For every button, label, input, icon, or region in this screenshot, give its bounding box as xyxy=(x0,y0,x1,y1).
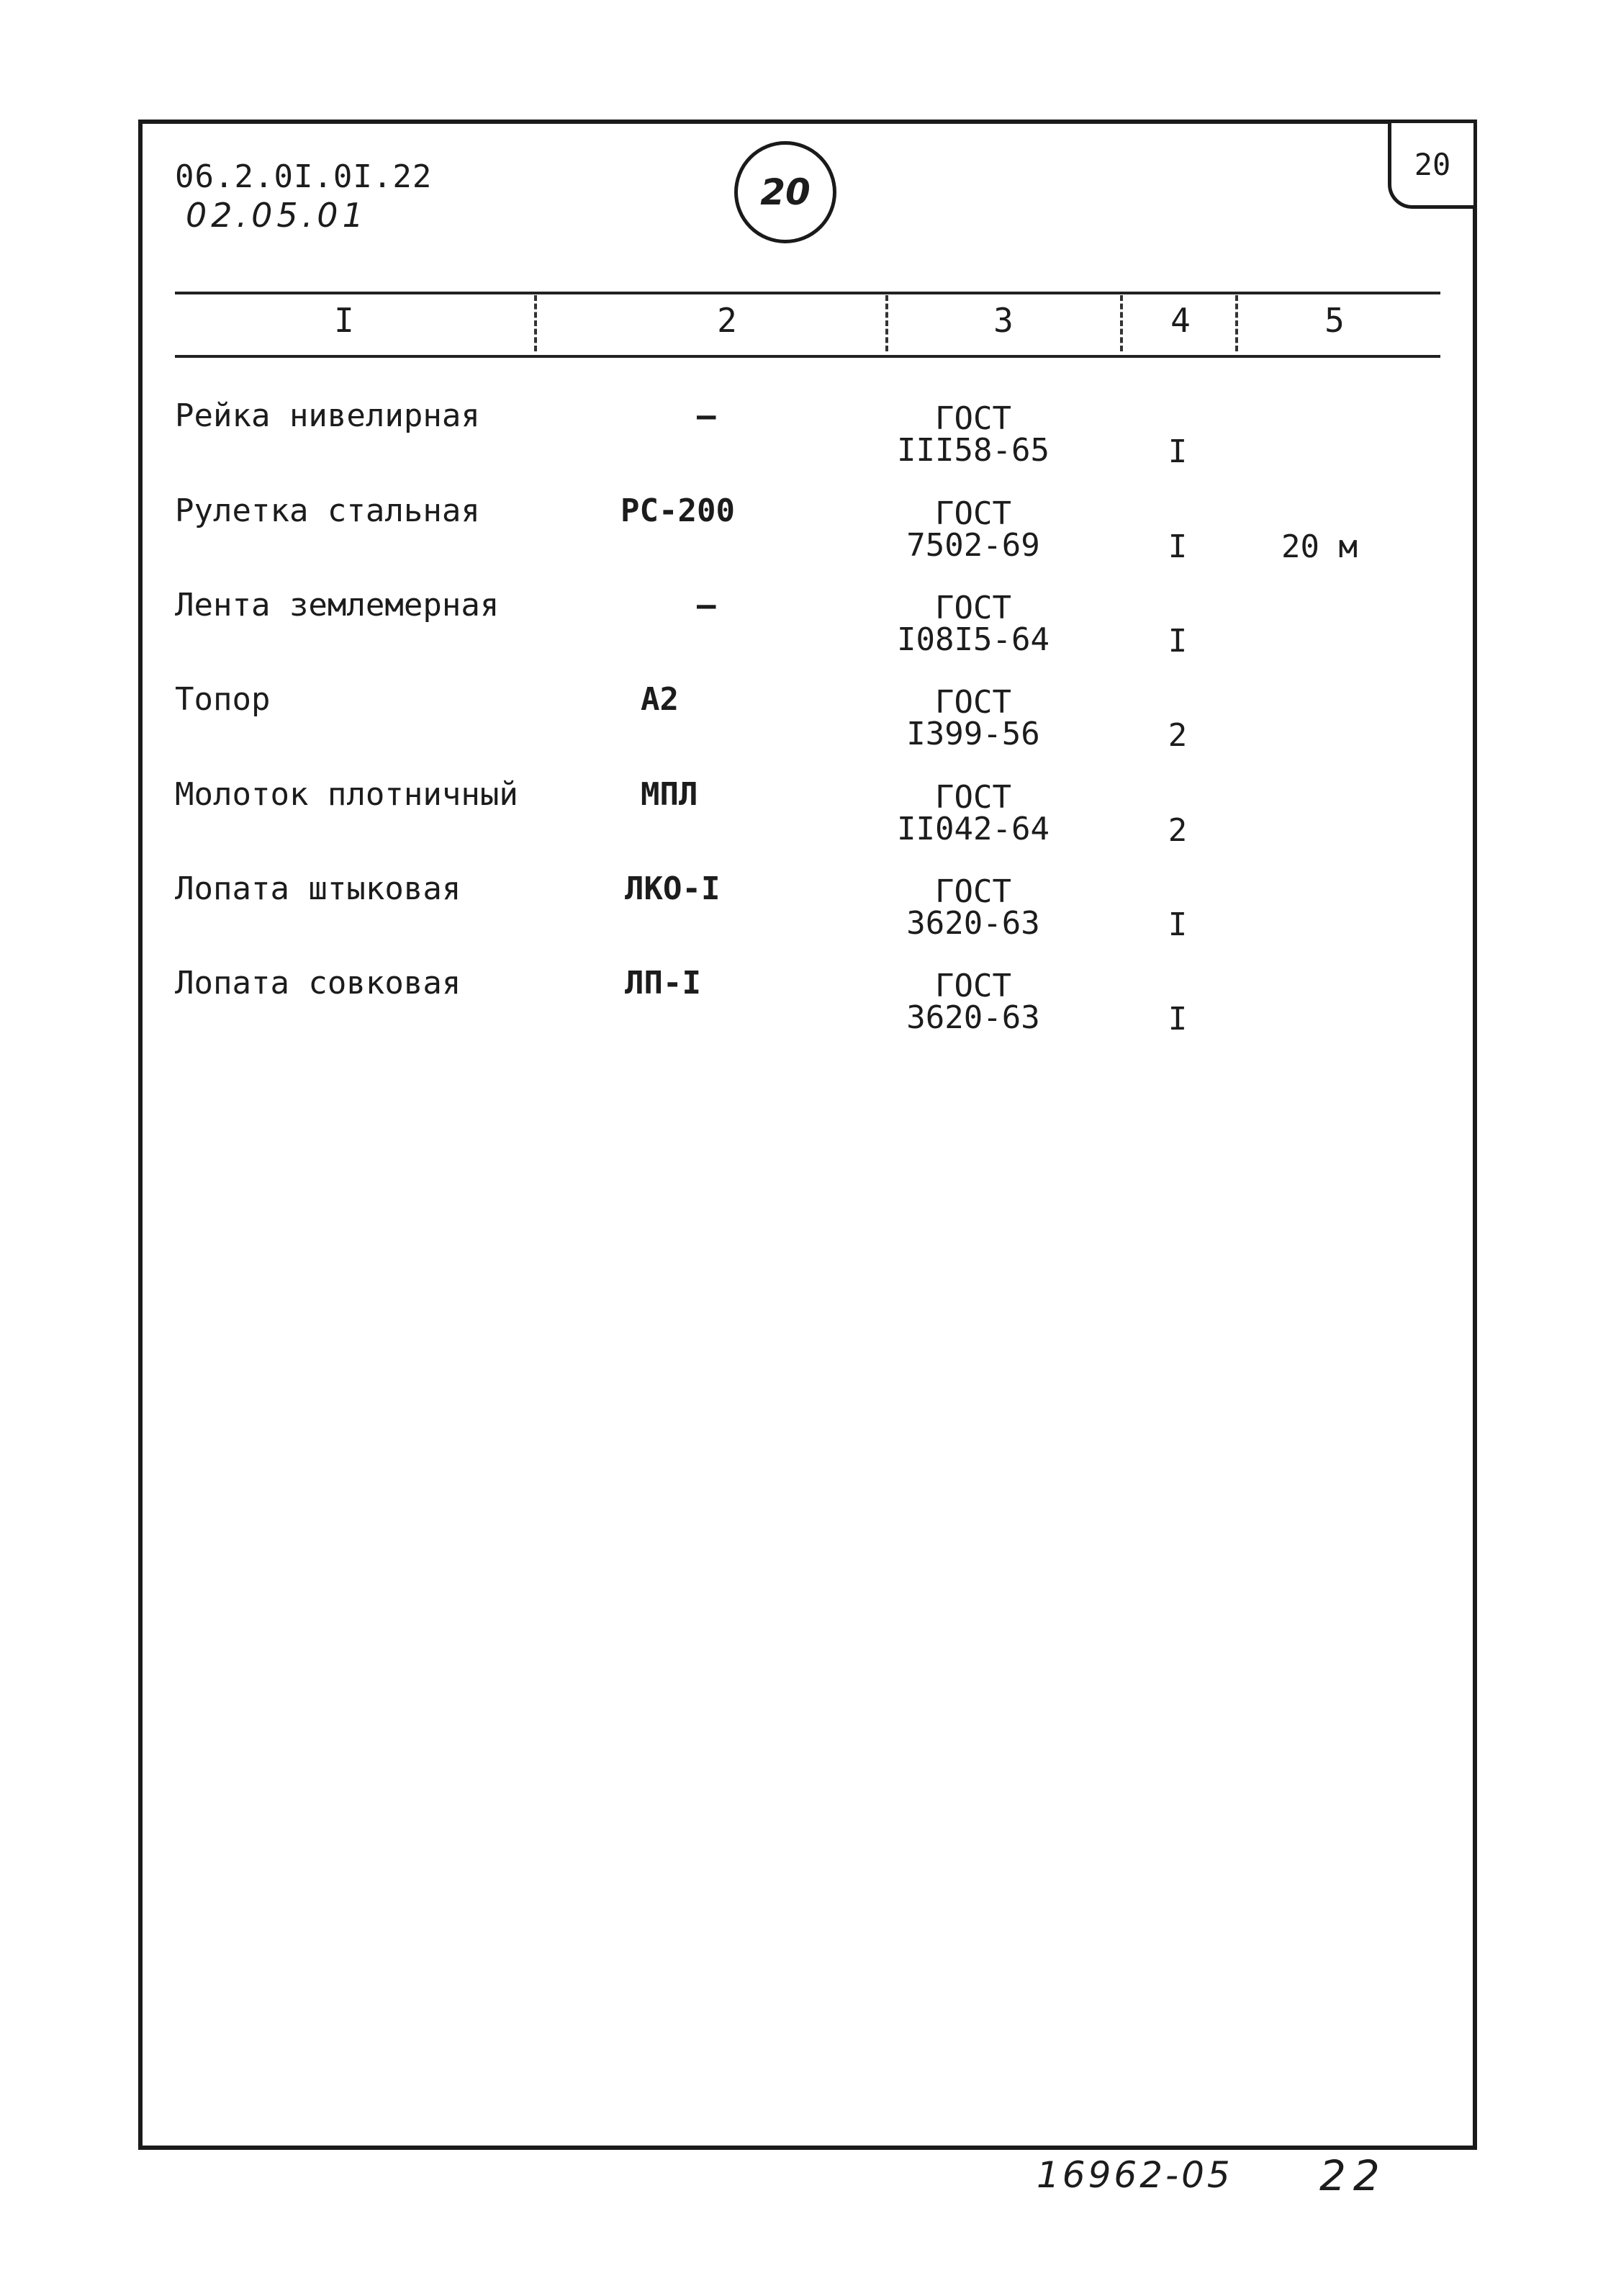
column-header-4: 4 xyxy=(1170,301,1191,340)
column-separator xyxy=(885,295,888,351)
column-header-5: 5 xyxy=(1324,301,1345,340)
table-row-standard-label: ГОСТ xyxy=(935,779,1011,816)
column-separator xyxy=(1120,295,1123,351)
table-row-mark: – xyxy=(697,587,716,623)
table-row-standard xyxy=(865,873,1081,942)
column-separator xyxy=(1235,295,1238,351)
footer-page-number: 22 xyxy=(1319,2151,1387,2200)
table-row-standard xyxy=(865,684,1081,752)
table-row-standard-label: ГОСТ xyxy=(935,968,1011,1004)
corner-page-number: 20 xyxy=(1414,146,1451,182)
table-row-standard-label: ГОСТ xyxy=(935,590,1011,626)
table-row-name: Рулетка стальная xyxy=(175,492,480,529)
table-row-standard-number: 3620-63 xyxy=(906,905,1040,942)
table-row-note: 20 м xyxy=(1281,528,1358,565)
column-header-1: I xyxy=(334,301,354,340)
table-row-standard xyxy=(865,495,1081,564)
table-row-mark: МПЛ xyxy=(641,776,698,813)
table-row-standard-number: I08I5-64 xyxy=(897,621,1050,658)
table-row-mark: А2 xyxy=(641,681,679,718)
table-row-standard-number: 3620-63 xyxy=(906,999,1040,1036)
column-header-2: 2 xyxy=(717,301,737,340)
table-header-top-rule xyxy=(175,292,1440,294)
table-row-standard-number: II042-64 xyxy=(897,811,1050,847)
table-row-standard-label: ГОСТ xyxy=(935,495,1011,532)
table-row-quantity: I xyxy=(1168,1001,1188,1037)
circled-sheet-number xyxy=(734,141,836,243)
column-separator xyxy=(534,295,537,351)
table-row-mark: РС-200 xyxy=(620,492,735,529)
table-row-standard-label: ГОСТ xyxy=(935,400,1011,437)
table-row-name: Лента землемерная xyxy=(175,587,500,623)
table-row-quantity: I xyxy=(1168,906,1188,943)
table-row-quantity: I xyxy=(1168,433,1188,470)
circled-sheet-number-text: 20 xyxy=(760,171,811,213)
table-row-mark: – xyxy=(697,397,716,434)
table-row-standard xyxy=(865,590,1081,658)
corner-page-box xyxy=(1388,120,1477,209)
table-row-mark: ЛП-I xyxy=(625,965,701,1001)
table-row-name: Лопата совковая xyxy=(175,965,461,1001)
table-row-standard-number: 7502-69 xyxy=(906,527,1040,564)
table-row-quantity: 2 xyxy=(1168,812,1188,849)
table-row-name: Лопата штыковая xyxy=(175,870,461,907)
table-row-quantity: 2 xyxy=(1168,717,1188,754)
table-row-standard xyxy=(865,400,1081,469)
document-subcode: 02.05.01 xyxy=(186,196,368,235)
table-row-name: Топор xyxy=(175,681,271,718)
table-row-quantity: I xyxy=(1168,623,1188,659)
table-row-mark: ЛКО-I xyxy=(625,870,721,907)
table-row-standard-label: ГОСТ xyxy=(935,684,1011,721)
table-row-name: Молоток плотничный xyxy=(175,776,518,813)
document-code: 06.2.0I.0I.22 xyxy=(175,158,433,195)
table-header-bottom-rule xyxy=(175,355,1440,358)
table-row-quantity: I xyxy=(1168,528,1188,565)
table-row-standard-label: ГОСТ xyxy=(935,873,1011,910)
table-row-standard-number: I399-56 xyxy=(906,716,1040,752)
column-header-3: 3 xyxy=(993,301,1014,340)
table-row-name: Рейка нивелирная xyxy=(175,397,480,434)
table-row-standard xyxy=(865,779,1081,847)
table-row-standard-number: III58-65 xyxy=(897,432,1050,469)
footer-document-code: 16962-05 xyxy=(1037,2154,1233,2196)
table-row-standard xyxy=(865,968,1081,1036)
